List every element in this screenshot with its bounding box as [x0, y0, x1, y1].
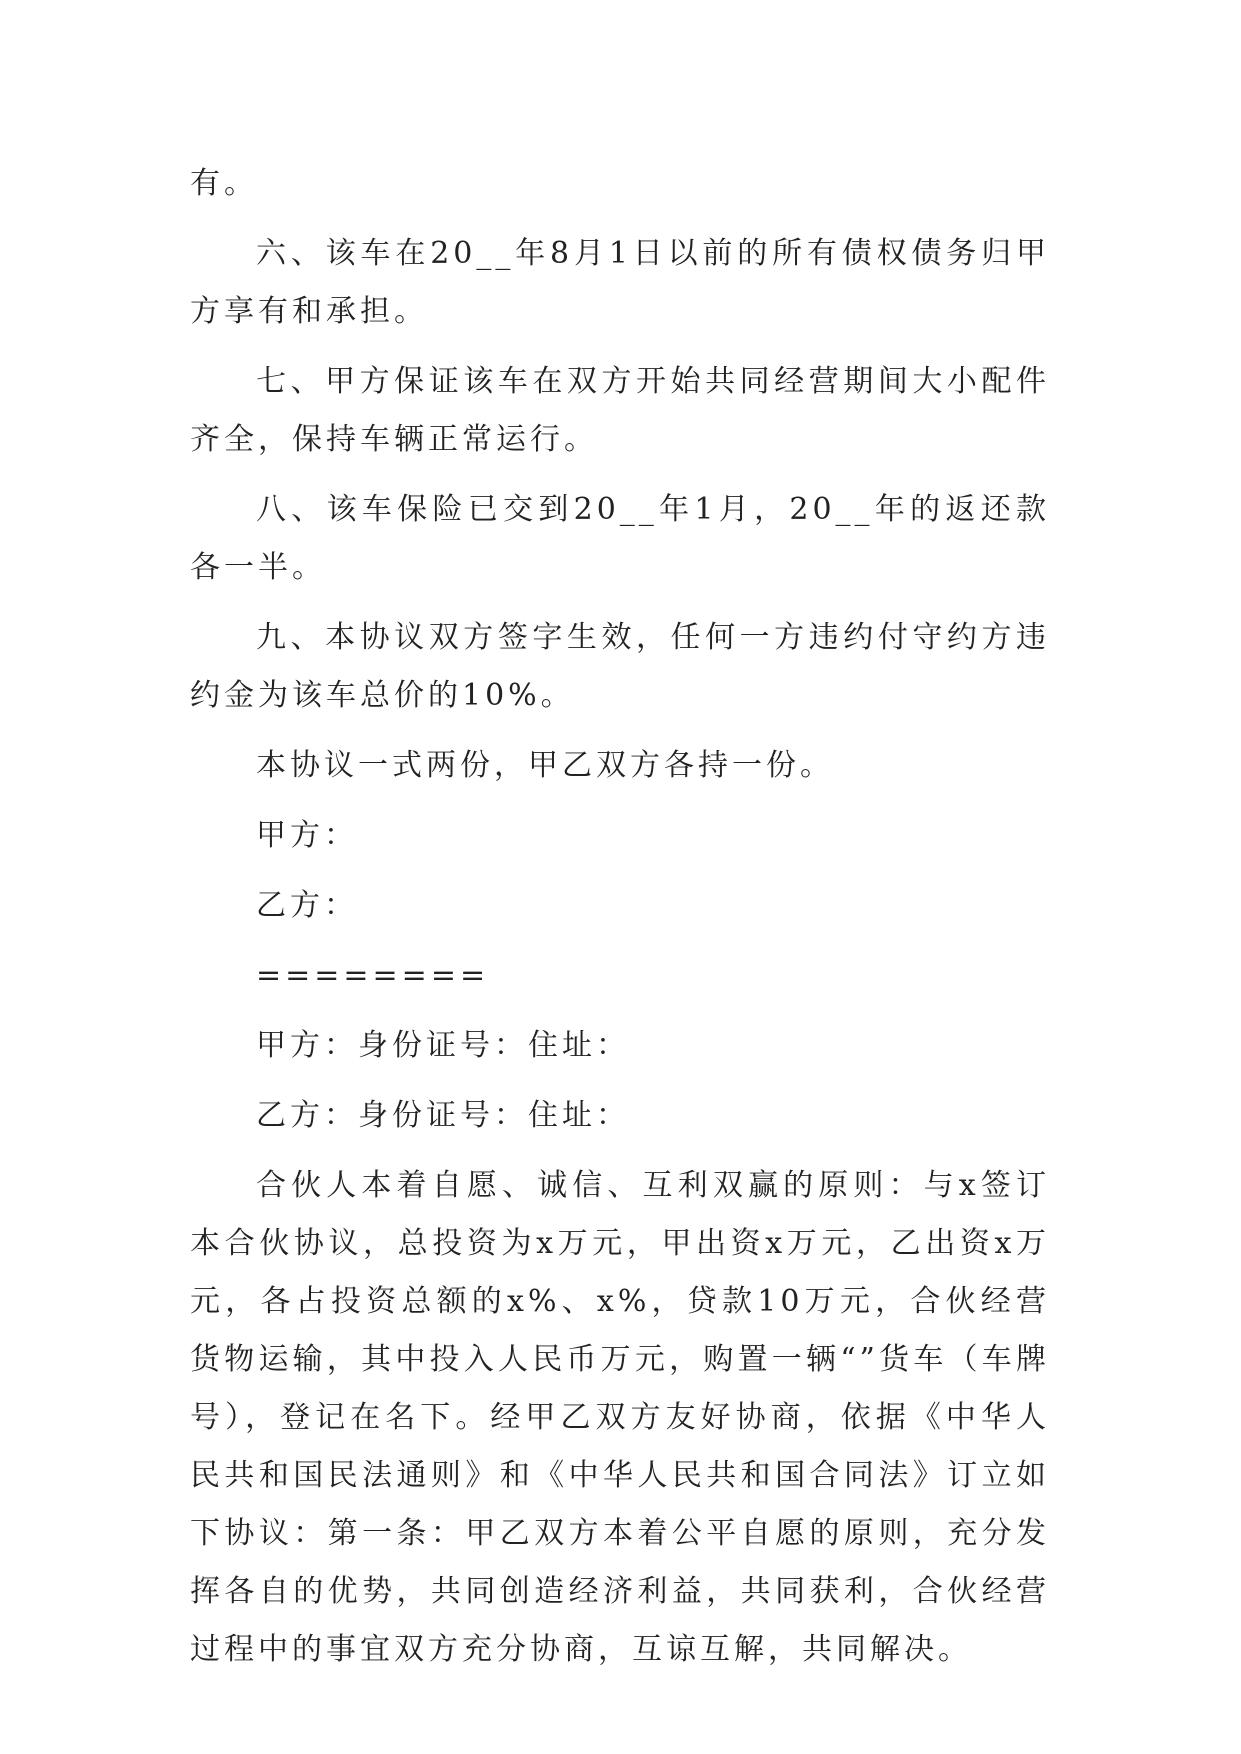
party-a-signature-line: 甲方：: [256, 818, 358, 853]
section-divider: ========: [256, 958, 490, 993]
party-b-signature-line: 乙方：: [256, 888, 358, 923]
party-a-info-line: 甲方：身份证号：住址：: [256, 1028, 630, 1063]
paragraph-clause-6: 六、该车在20__年8月1日以前的所有债权债务归甲方享有和承担。: [190, 236, 1050, 329]
partnership-intro-paragraph: 合伙人本着自愿、诚信、互利双赢的原则：与x签订本合伙协议，总投资为x万元，甲出资x万元，乙出资x万元，各占投资总额的x%、x%，贷款10万元，合伙经营货物运输，其中投入人民币万元，购置一辆“”货车（车牌号），登记在名下。经甲乙双方友好协商，依据《中华人民共和国民法通则》和《中华人民共和国合同法》订立如下协议：第一条：甲乙双方本着公平自愿的原则，充分发挥各自的优势，共同创造经济利益，共同获利，合伙经营过程中的事宜双方充分协商，互谅互解，共同解决。: [190, 1168, 1050, 1667]
document-page: [190, 155, 1050, 1691]
paragraph-clause-8: 八、该车保险已交到20__年1月，20__年的返还款各一半。: [190, 492, 1050, 585]
paragraph-continuation: 有。: [190, 166, 258, 201]
paragraph-clause-7: 七、甲方保证该车在双方开始共同经营期间大小配件齐全，保持车辆正常运行。: [190, 364, 1050, 457]
paragraph-clause-9: 九、本协议双方签字生效，任何一方违约付守约方违约金为该车总价的10%。: [190, 620, 1050, 713]
party-b-info-line: 乙方：身份证号：住址：: [256, 1098, 630, 1133]
paragraph-copies: 本协议一式两份，甲乙双方各持一份。: [256, 748, 834, 783]
